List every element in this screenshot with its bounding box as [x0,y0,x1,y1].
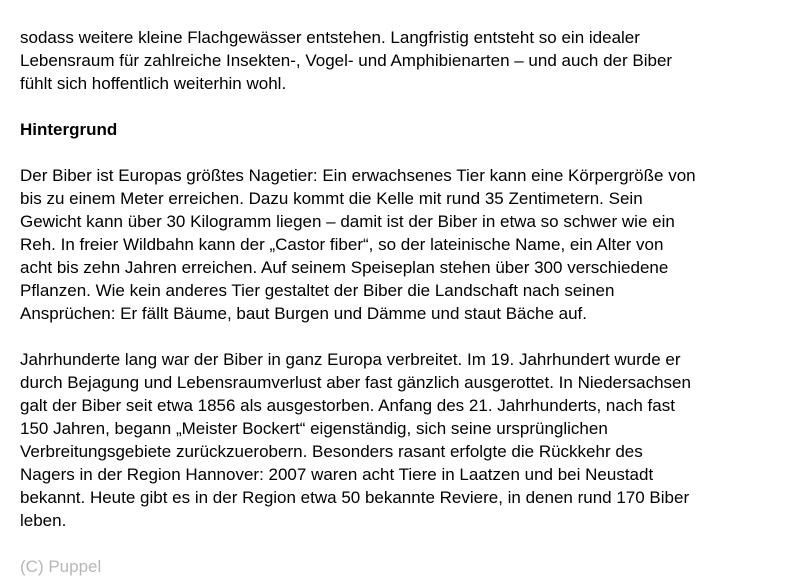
text-line: galt der Biber seit etwa 1856 als ausgestorben. Anfang des 21. Jahrhunderts, nach fast [20,396,675,415]
text-line: Verbreitungsgebiete zurückzuerobern. Besonders rasant erfolgte die Rückkehr des [20,442,643,461]
document-body [20,26,790,578]
text-line: 150 Jahren, begann „Meister Bockert“ eigenständig, sich seine ursprünglichen [20,419,608,438]
text-line: fühlt sich hoffentlich weiterhin wohl. [20,74,287,93]
text-line: Jahrhunderte lang war der Biber in ganz Europa verbreitet. Im 19. Jahrhundert wurde er [20,350,681,369]
section-heading: Hintergrund [20,120,118,139]
text-line: durch Bejagung und Lebensraumverlust aber fast gänzlich ausgerottet. In Niedersachsen [20,373,691,392]
body-paragraph-1 [20,164,790,325]
text-line: Der Biber ist Europas größtes Nagetier: Ein erwachsenes Tier kann eine Körpergröße von [20,166,696,185]
text-line: Gewicht kann über 30 Kilogramm liegen – damit ist der Biber in etwa so schwer wie ein [20,212,675,231]
text-line: Pflanzen. Wie kein anderes Tier gestaltet der Biber die Landschaft nach seinen [20,281,615,300]
text-line: Reh. In freier Wildbahn kann der „Castor fiber“, so der lateinische Name, ein Alter von [20,235,664,254]
body-paragraph-2 [20,348,790,532]
paragraph-spacer [20,325,790,348]
text-line: acht bis zehn Jahren erreichen. Auf seinem Speiseplan stehen über 300 verschiedene [20,258,669,277]
paragraph-spacer [20,532,790,555]
text-line: bekannt. Heute gibt es in der Region etwa 50 bekannte Reviere, in denen rund 170 Biber [20,488,690,507]
text-line: sodass weitere kleine Flachgewässer entstehen. Langfristig entsteht so ein idealer [20,28,640,47]
text-line: Ansprüchen: Er fällt Bäume, baut Burgen und Dämme und staut Bäche auf. [20,304,588,323]
intro-paragraph [20,26,790,95]
text-line: Nagers in der Region Hannover: 2007 waren acht Tiere in Laatzen und bei Neustadt [20,465,654,484]
paragraph-spacer [20,141,790,164]
photo-credit: (C) Puppel [20,557,102,576]
text-line: bis zu einem Meter erreichen. Dazu kommt die Kelle mit rund 35 Zentimetern. Sein [20,189,643,208]
text-line: leben. [20,511,67,530]
paragraph-spacer [20,95,790,118]
text-line: Lebensraum für zahlreiche Insekten-, Vogel- und Amphibienarten – und auch der Biber [20,51,673,70]
